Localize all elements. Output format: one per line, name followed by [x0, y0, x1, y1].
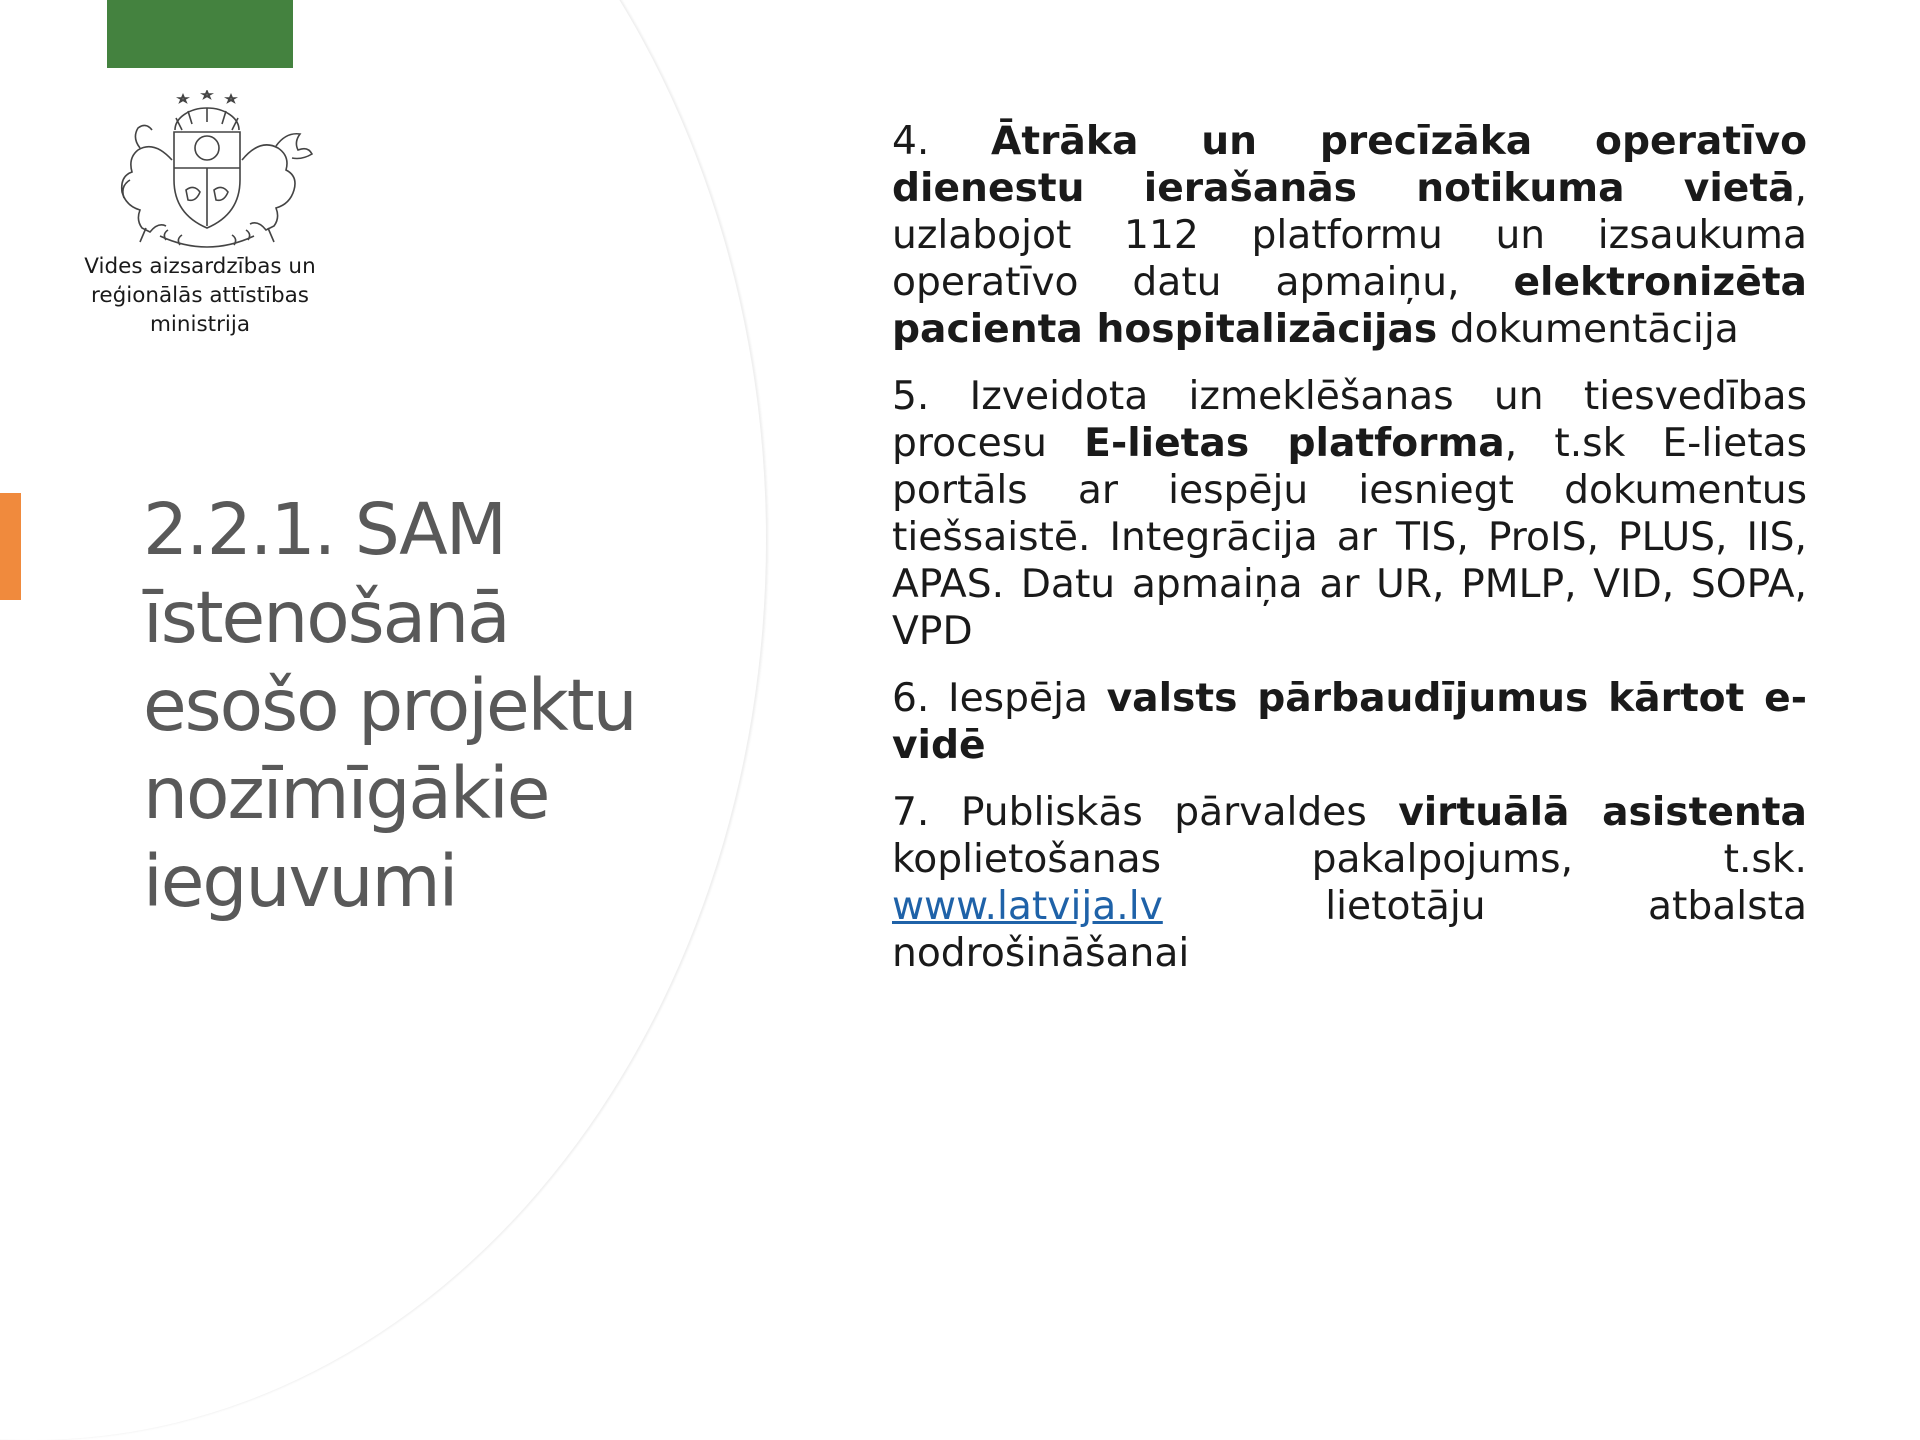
benefit-item-4: [892, 118, 1807, 353]
text-run-bold: Ātrāka un precīzāka operatīvo dienestu ierašanās notikuma vietā: [892, 119, 1807, 211]
slide-title-line: 2.2.1. SAM: [143, 488, 506, 571]
text-run: , uzlabojot 112 platformu un izsaukuma operatīvo datu apmaiņu,: [892, 166, 1807, 305]
benefit-item-6: [892, 675, 1807, 769]
slide-title-line: īstenošanā: [143, 576, 509, 659]
text-run: 6. Iespēja: [892, 676, 1107, 721]
latvia-coat-of-arms-icon: [100, 90, 315, 250]
benefit-item-5: [892, 373, 1807, 655]
text-run: 5. Izveidota izmeklēšanas un tiesvedības procesu: [892, 374, 1807, 466]
benefit-item-7: [892, 789, 1807, 977]
text-run: koplietošanas pakalpojums, t.sk.: [892, 837, 1807, 882]
green-accent-bar: [107, 0, 293, 68]
ministry-name-line: Vides aizsardzības un: [84, 254, 316, 279]
slide-title: [143, 486, 743, 926]
ministry-name-line: ministrija: [149, 312, 251, 337]
slide-title-line: ieguvumi: [143, 840, 457, 923]
text-run: 7. Publiskās pārvaldes: [892, 790, 1399, 835]
text-run-bold: elektronizēta pacienta hospitalizācijas: [892, 260, 1807, 352]
text-run: 4.: [892, 119, 992, 164]
latvija-lv-link[interactable]: www.latvija.lv: [892, 884, 1163, 929]
benefits-list: [892, 118, 1807, 997]
slide-title-line: esošo projektu: [143, 664, 636, 747]
ministry-name-line: reģionālās attīstības: [91, 283, 309, 308]
text-run-bold: virtuālā asistenta: [1398, 790, 1807, 835]
text-run-bold: valsts pārbaudījumus kārtot e-vidē: [892, 676, 1807, 768]
text-run: , t.sk E-lietas portāls ar iespēju iesniegt dokumentus tiešsaistē. Integrācija ar TIS, ProIS, PLUS, IIS, APAS. Datu apmaiņa ar UR, PMLP, VID, SOPA, VPD: [892, 421, 1808, 654]
slide-title-line: nozīmīgākie: [143, 752, 549, 835]
text-run: lietotāju atbalsta nodrošināšanai: [892, 884, 1807, 976]
orange-accent-bar: [0, 493, 21, 600]
text-run: dokumentācija: [1437, 307, 1739, 352]
ministry-name: [60, 252, 340, 339]
text-run-bold: E-lietas platforma: [1084, 421, 1505, 466]
